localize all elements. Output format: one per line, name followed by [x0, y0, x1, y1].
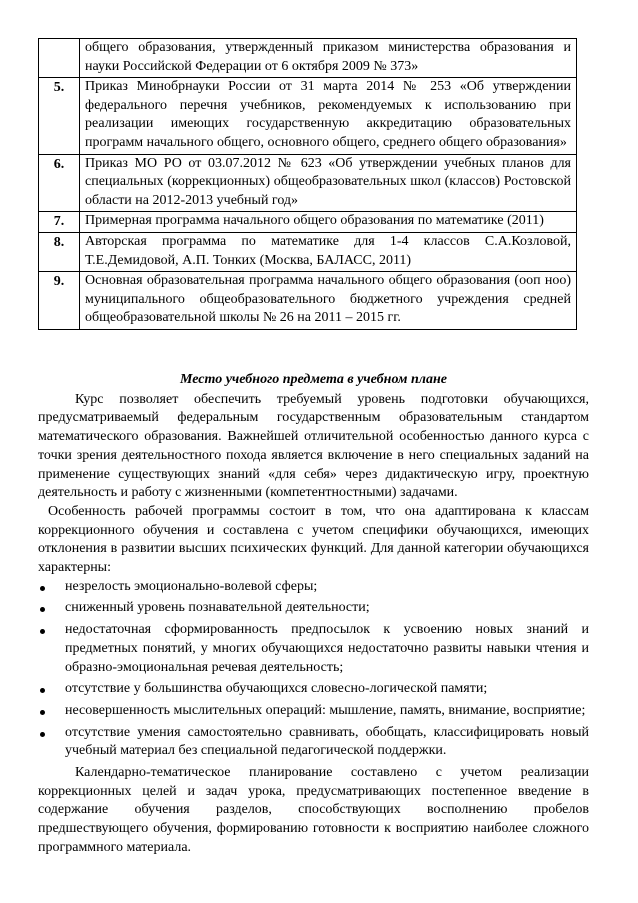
characteristics-list: [38, 578, 589, 761]
bullet-icon: [40, 732, 45, 737]
section-body: [38, 371, 589, 858]
row-text: Примерная программа начального общего образования по математике (2011): [80, 212, 577, 233]
row-text: Основная образовательная программа начального общего образования (ооп ноо) муниципального общеобразовательного бюджетного учреждения средней общеобразовательной школы № 26 на 2011 – 2015 гг.: [80, 272, 577, 330]
row-number: 7.: [39, 212, 80, 233]
list-item: [38, 599, 589, 618]
bullet-icon: [40, 586, 45, 591]
list-item-text: отсутствие умения самостоятельно сравнивать, обобщать, классифицировать новый учебный материал без специальной педагогической поддержки.: [65, 724, 589, 759]
paragraph-program-feature: Особенность рабочей программы состоит в том, что она адаптирована к классам коррекционного обучения и составлена с учетом специфики обучающихся, имеющих отклонения в развитии высших психических функций. Для данной категории обучающихся характерны:: [38, 503, 589, 576]
row-number: 6.: [39, 154, 80, 212]
row-text: общего образования, утвержденный приказом министерства образования и науки Российской Федерации от 6 октября 2009 № 373»: [80, 39, 577, 78]
row-text: Авторская программа по математике для 1-4 классов С.А.Козловой, Т.Е.Демидовой, А.П. Тонких (Москва, БАЛАСС, 2011): [80, 232, 577, 271]
list-item: [38, 702, 589, 721]
list-item: [38, 621, 589, 677]
table-row: [39, 232, 577, 271]
regulations-table: [38, 38, 577, 330]
row-text: Приказ МО РО от 03.07.2012 № 623 «Об утверждении учебных планов для специальных (коррекционных) общеобразовательных школ (классов) Ростовской области на 2012-2013 учебный год»: [80, 154, 577, 212]
list-item-text: отсутствие у большинства обучающихся словесно-логической памяти;: [65, 681, 488, 697]
paragraph-planning: Календарно-тематическое планирование составлено с учетом реализации коррекционных целей и задач урока, предусматривающих постепенное введение в содержание обучения разделов, способствующих восполнению пробелов предшествующего обучения, формированию готовности к восприятию наиболее сложного программного материала.: [38, 765, 589, 855]
list-item-text: сниженный уровень познавательной деятельности;: [65, 600, 370, 616]
bullet-icon: [40, 710, 45, 715]
list-item: [38, 578, 589, 597]
table-row: [39, 154, 577, 212]
bullet-icon: [40, 629, 45, 634]
row-number: 5.: [39, 78, 80, 154]
paragraph-course: Курс позволяет обеспечить требуемый уровень подготовки обучающихся, предусматриваемый федеральным государственным образовательным стандартом математического образования. Важнейшей отличительной особенностью данного курса с точки зрения деятельностного похода является включение в него специальных заданий на применение существующих знаний «для себя» через дидактическую игру, проектную деятельность и работу с жизненными (компетентностными) задачами.: [38, 391, 589, 501]
table-row: [39, 212, 577, 233]
list-item: [38, 680, 589, 699]
table-row: [39, 272, 577, 330]
row-text: Приказ Минобрнауки России от 31 марта 2014 № 253 «Об утверждении федерального перечня учебников, рекомендуемых к использованию при реализации имеющих государственную аккредитацию образовательных программ начального общего, основного общего, среднего общего образования»: [80, 78, 577, 154]
list-item-text: несовершенность мыслительных операций: мышление, память, внимание, восприятие;: [65, 702, 586, 718]
table-row: [39, 39, 577, 78]
list-item-text: недостаточная сформированность предпосылок к усвоению новых знаний и предметных понятий, у многих обучающихся недостаточно развиты навыки чтения и образно-эмоциональная речевая деятельность;: [65, 622, 589, 675]
bullet-icon: [40, 607, 45, 612]
row-number: 8.: [39, 232, 80, 271]
section-heading: Место учебного предмета в учебном плане: [180, 372, 447, 387]
list-item-text: незрелость эмоционально-волевой сферы;: [65, 578, 318, 594]
table-row: [39, 78, 577, 154]
row-number: [39, 39, 80, 78]
list-item: [38, 724, 589, 761]
row-number: 9.: [39, 272, 80, 330]
bullet-icon: [40, 688, 45, 693]
